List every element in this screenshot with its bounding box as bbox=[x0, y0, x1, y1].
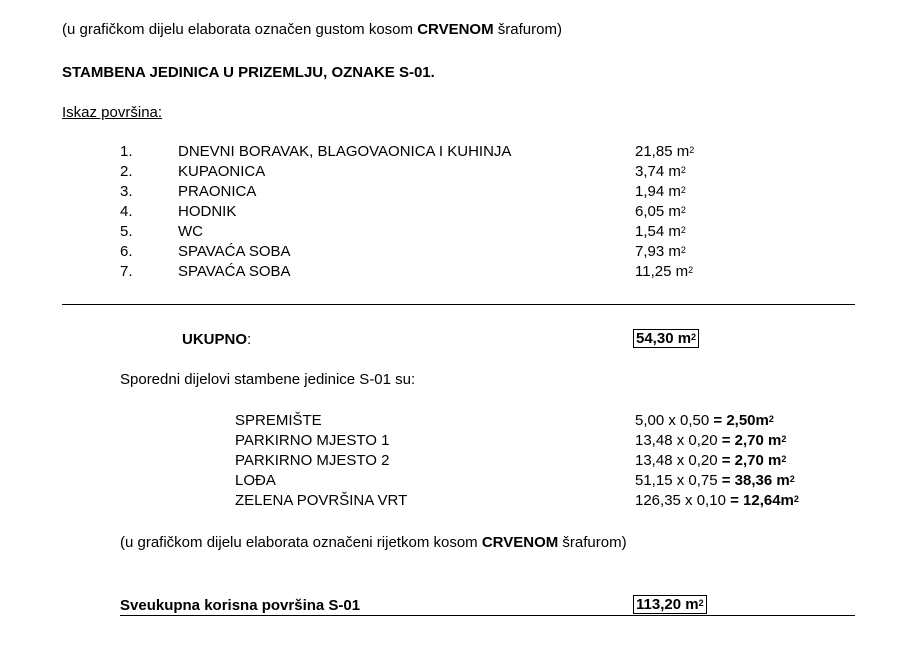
room-area: 7,93 $m^2$ bbox=[635, 243, 686, 260]
room-number: 7. bbox=[120, 263, 133, 280]
unit-title: STAMBENA JEDINICA U PRIZEMLJU, OZNAKE S-01. bbox=[62, 64, 435, 81]
room-name: KUPAONICA bbox=[178, 163, 266, 180]
room-name: SPAVAĆA SOBA bbox=[178, 263, 291, 280]
note-top-pre: (u grafičkom dijelu elaborata označen gustom kosom bbox=[62, 21, 418, 38]
ancillary-intro: Sporedni dijelovi stambene jedinice S-01 su: bbox=[120, 371, 416, 388]
ancillary-calc: 5,00 x $0,50 = 2,50m^2$ bbox=[635, 412, 774, 429]
room-area: 1,94 $m^2$ bbox=[635, 183, 686, 200]
ancillary-name: PARKIRNO MJESTO 1 bbox=[235, 432, 390, 449]
ancillary-name: PARKIRNO MJESTO 2 bbox=[235, 452, 390, 469]
note-top-bold: CRVENOM bbox=[417, 21, 494, 38]
room-area: 3,74 $m^2$ bbox=[635, 163, 686, 180]
note-bottom bbox=[120, 534, 627, 551]
room-number: 6. bbox=[120, 243, 133, 260]
room-number: 4. bbox=[120, 203, 133, 220]
divider bbox=[120, 615, 855, 616]
room-name: PRAONICA bbox=[178, 183, 257, 200]
room-number: 3. bbox=[120, 183, 133, 200]
room-name: SPAVAĆA SOBA bbox=[178, 243, 291, 260]
room-area: 1,54 $m^2$ bbox=[635, 223, 686, 240]
ancillary-calc: 51,15 x 0,75 = 38,36 $m^2$ bbox=[635, 472, 795, 489]
note-bottom-post: šrafurom) bbox=[558, 534, 627, 551]
note-bottom-pre: (u grafičkom dijelu elaborata označeni rijetkom kosom bbox=[120, 534, 482, 551]
room-number: 5. bbox=[120, 223, 133, 240]
grand-total-value: 113,20 $m^2$ bbox=[633, 596, 707, 613]
areas-heading: Iskaz površina: bbox=[62, 104, 163, 121]
total-value: 54,30 $m^2$ bbox=[633, 330, 699, 347]
ancillary-name: LOĐA bbox=[235, 472, 276, 489]
room-area: 21,85 $m^2$ bbox=[635, 143, 695, 160]
note-top bbox=[62, 21, 562, 38]
divider bbox=[62, 304, 855, 305]
room-number: 1. bbox=[120, 143, 133, 160]
room-area: 11,25 $m^2$ bbox=[635, 263, 694, 280]
total-label: UKUPNO: bbox=[182, 331, 252, 348]
ancillary-calc: 13,48 x 0,20 = 2,70 $m^2$ bbox=[635, 452, 787, 469]
ancillary-calc: 126,35 x $0,10 = 12,64m^2$ bbox=[635, 492, 799, 509]
ancillary-name: ZELENA POVRŠINA VRT bbox=[235, 492, 408, 509]
grand-total-label: Sveukupna korisna površina S-01 bbox=[120, 597, 361, 614]
room-number: 2. bbox=[120, 163, 133, 180]
ancillary-name: SPREMIŠTE bbox=[235, 412, 322, 429]
room-name: DNEVNI BORAVAK, BLAGOVAONICA I KUHINJA bbox=[178, 143, 512, 160]
room-name: HODNIK bbox=[178, 203, 237, 220]
room-name: WC bbox=[178, 223, 203, 240]
ancillary-calc: 13,48 x 0,20 = 2,70 $m^2$ bbox=[635, 432, 787, 449]
room-area: 6,05 $m^2$ bbox=[635, 203, 686, 220]
note-bottom-bold: CRVENOM bbox=[481, 534, 559, 551]
note-top-post: šrafurom) bbox=[493, 21, 562, 38]
